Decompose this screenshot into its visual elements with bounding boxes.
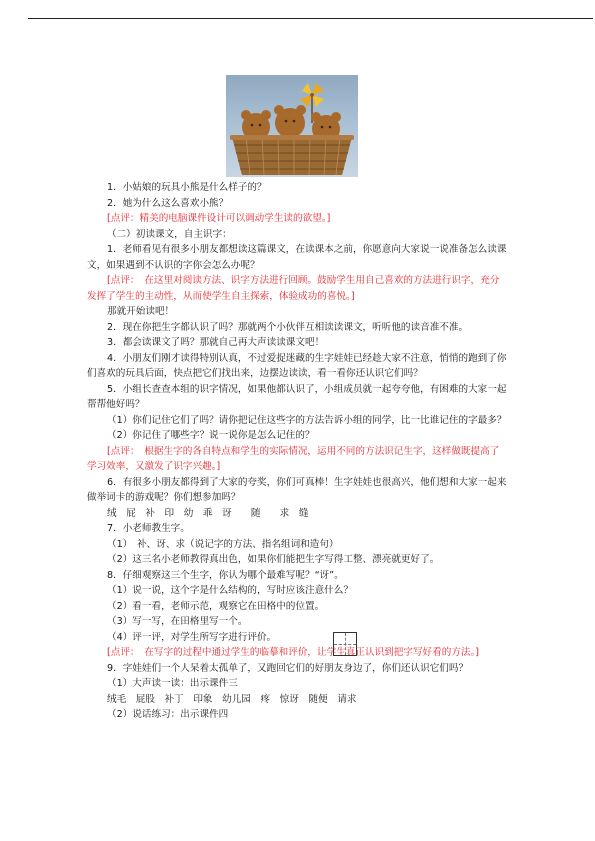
text-line: （2）这三名小老师教得真出色，如果你们能把生字写得工整、漂亮就更好了。 — [107, 554, 440, 565]
header-rule — [28, 18, 593, 19]
text-line: 1．老师看见有很多小朋友都想读这篇课文，在读课本之前，你愿意向大家说一说准备怎么读课文，如果遇到不认识的字你会怎么办呢？ — [87, 244, 507, 271]
text-line: （1）说一说，这个字是什么结构的，写时应该注意什么？ — [107, 585, 353, 596]
teddy-bears-photo — [226, 75, 358, 177]
text-line: [点评： 在这里对阅读方法、识字方法进行回顾。鼓励学生用自己喜欢的方法进行识字，充分发挥了学生的主动性，从而使学生自主探索，体验成功的喜悦。] — [87, 275, 500, 302]
text-line: [点评： 在写字的过程中通过学生的临摹和评价，让学生真正认识到把字写好看的方法。] — [107, 647, 480, 658]
text-line: 9．字娃娃们一个人呆着太孤单了，又跑回它们的好朋友身边了，你们还认识它们吗？ — [107, 662, 469, 674]
text-line: 7．小老师教生字。 — [107, 523, 190, 534]
text-line: 6．有很多小朋友都得到了大家的夸奖，你们可真棒！生字娃娃也很高兴，他们想和大家一起来做举词卡的游戏呢？你们想参加吗？ — [87, 476, 507, 503]
text-line: 2．现在你把生字都认识了吗？那就两个小伙伴互相读读课文，听听他的读音准不准。 — [107, 321, 469, 333]
text-line: （1） 补、讶、求（说记字的方法、指名组词和造句） — [107, 538, 339, 550]
text-line: [点评：精美的电脑课件设计可以调动学生读的欲望。] — [107, 213, 331, 224]
text-line: （3）写一写，在田格里写一个。 — [107, 616, 248, 627]
text-line: [点评： 根据生字的各自特点和学生的实际情况，运用不同的方法识记生字，这样做既提高了学习效率，又激发了识字兴趣。] — [87, 445, 500, 472]
text-line: 绒毛 屁股 补丁 印象 幼儿园 疼 惊讶 随便 请求 — [107, 693, 357, 705]
text-line: 2．她为什么这么喜欢小熊？ — [107, 197, 229, 209]
text-line: （2）你记住了哪些字？说一说你是怎么记住的？ — [107, 430, 315, 441]
text-line: （2）说话练习：出示课件四 — [107, 709, 229, 720]
text-line: 3．都会读课文了吗？那就自己再大声读读课文吧！ — [107, 337, 325, 348]
text-line: （2）看一看，老师示范，观察它在田格中的位置。 — [107, 600, 325, 612]
text-line: （1）大声读一读：出示课件三 — [107, 678, 238, 689]
text-line: 5．小组长查查本组的识字情况，如果他都认识了，小组成员就一起夸夸他，有困难的大家一起帮帮他好吗？ — [87, 383, 507, 410]
lesson-body — [87, 180, 507, 723]
tian-writing-grid — [333, 632, 357, 656]
text-line: 绒 屁 补 印 幼 乖 讶 随 求 缝 — [107, 507, 309, 519]
text-line: 8．仔细观察这三个生字，你认为哪个最难写呢？“讶”。 — [107, 569, 344, 581]
text-line: （1）你们记住它们了吗？请你把记住这些字的方法告诉小组的同学，比一比谁记住的字最多？ — [107, 414, 507, 426]
text-line: 那就开始读吧！ — [107, 306, 175, 317]
teddy-bears-illustration — [226, 75, 358, 177]
text-line: 1．小姑娘的玩具小熊是什么样子的？ — [107, 182, 267, 193]
text-line: （4）评一评，对学生所写字进行评价。 — [107, 631, 277, 643]
text-line: （二）初读课文，自主识字： — [107, 228, 232, 240]
text-line: 4．小朋友们刚才读得特别认真，不过爱捉迷藏的生字娃娃已经趁大家不注意，悄悄的跑到了你们喜欢的玩具后面，快点把它们找出来，边摆边读读，看一看你还认识它们吗？ — [87, 352, 507, 379]
